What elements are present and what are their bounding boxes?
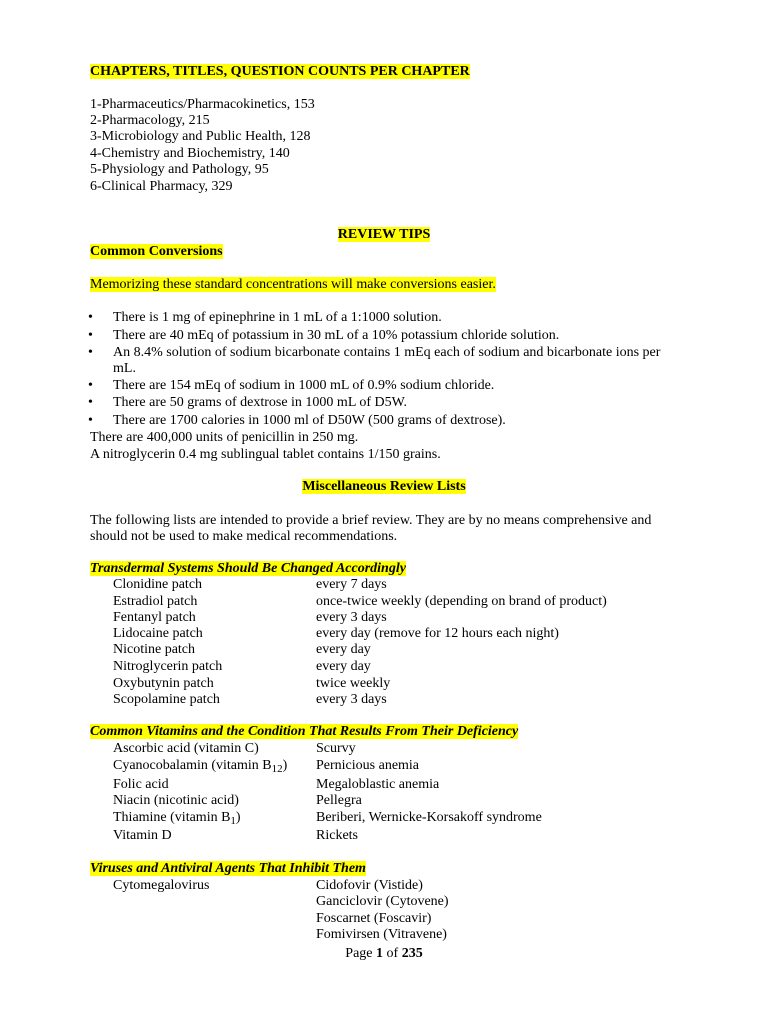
conversions-heading: Common Conversions — [90, 244, 223, 259]
bullet-item: There is 1 mg of epinephrine in 1 mL of a 1:1000 solution. — [113, 310, 442, 325]
viruses-heading: Viruses and Antiviral Agents That Inhibit Them — [90, 861, 366, 876]
patch-name: Oxybutynin patch — [113, 676, 214, 691]
misc-intro: The following lists are intended to provide a brief review. They are by no means comprehensive and — [90, 513, 652, 528]
bullet-dot: • — [88, 413, 93, 428]
patch-name: Nitroglycerin patch — [113, 659, 223, 674]
virus-name: Cytomegalovirus — [113, 878, 210, 893]
vitamin-name: Thiamine (vitamin $B_1$) — [113, 810, 241, 827]
patch-frequency: twice weekly — [316, 676, 391, 691]
antiviral-agent: Fomivirsen (Vitravene) — [316, 927, 447, 942]
chapters-heading: CHAPTERS, TITLES, QUESTION COUNTS PER CHAPTER — [90, 64, 470, 79]
vitamin-name: Folic acid — [113, 777, 169, 792]
page-footer: Page 1 of 235 — [345, 946, 423, 961]
antiviral-agent: Cidofovir (Vistide) — [316, 878, 423, 893]
patch-name: Estradiol patch — [113, 594, 198, 609]
vitamin-name: Vitamin D — [113, 828, 172, 843]
bullet-item: There are 40 mEq of potassium in 30 mL of a 10% potassium chloride solution. — [113, 328, 560, 343]
conversion-line: There are 400,000 units of penicillin in 250 mg. — [90, 430, 359, 445]
deficiency-condition: Rickets — [316, 828, 358, 843]
vitamins-heading: Common Vitamins and the Condition That Results From Their Deficiency — [90, 724, 519, 739]
misc-lists-heading: Miscellaneous Review Lists — [302, 479, 466, 494]
deficiency-condition: Pellegra — [316, 793, 362, 808]
patch-name: Nicotine patch — [113, 642, 196, 657]
bullet-dot: • — [88, 345, 93, 360]
bullet-dot: • — [88, 328, 93, 343]
transdermal-heading: Transdermal Systems Should Be Changed Accordingly — [90, 561, 406, 576]
chapter-item: 5-Physiology and Pathology, 95 — [90, 162, 269, 177]
patch-frequency: every 3 days — [316, 610, 387, 625]
bullet-item-continued: mL. — [113, 361, 136, 376]
patch-frequency: once-twice weekly (depending on brand of product) — [316, 594, 607, 609]
chapter-item: 3-Microbiology and Public Health, 128 — [90, 129, 311, 144]
review-tips-heading: REVIEW TIPS — [337, 227, 431, 242]
patch-frequency: every 7 days — [316, 577, 387, 592]
patch-frequency: every 3 days — [316, 692, 387, 707]
antiviral-agent: Ganciclovir (Cytovene) — [316, 894, 449, 909]
patch-name: Fentanyl patch — [113, 610, 196, 625]
antiviral-agent: Foscarnet (Foscavir) — [316, 911, 432, 926]
chapter-item: 2-Pharmacology, 215 — [90, 113, 210, 128]
conversion-line: A nitroglycerin 0.4 mg sublingual tablet contains 1/150 grains. — [90, 447, 441, 462]
misc-intro: should not be used to make medical recommendations. — [90, 529, 398, 544]
bullet-item: There are 1700 calories in 1000 ml of D50W (500 grams of dextrose). — [113, 413, 506, 428]
patch-name: Clonidine patch — [113, 577, 203, 592]
conversions-note: Memorizing these standard concentrations will make conversions easier. — [90, 277, 496, 292]
patch-frequency: every day (remove for 12 hours each night) — [316, 626, 559, 641]
deficiency-condition: Beriberi, Wernicke-Korsakoff syndrome — [316, 810, 542, 825]
deficiency-condition: Megaloblastic anemia — [316, 777, 440, 792]
bullet-item: There are 154 mEq of sodium in 1000 mL of 0.9% sodium chloride. — [113, 378, 495, 393]
deficiency-condition: Scurvy — [316, 741, 356, 756]
patch-frequency: every day — [316, 659, 371, 674]
chapter-item: 6-Clinical Pharmacy, 329 — [90, 179, 233, 194]
vitamin-name: Cyanocobalamin (vitamin $B_{12}$) — [113, 758, 288, 775]
bullet-dot: • — [88, 310, 93, 325]
patch-name: Lidocaine patch — [113, 626, 203, 641]
bullet-dot: • — [88, 378, 93, 393]
bullet-item: There are 50 grams of dextrose in 1000 mL of D5W. — [113, 395, 408, 410]
bullet-item: An 8.4% solution of sodium bicarbonate contains 1 mEq each of sodium and bicarbonate ions per — [113, 345, 661, 360]
chapter-item: 1-Pharmaceutics/Pharmacokinetics, 153 — [90, 97, 315, 112]
bullet-dot: • — [88, 395, 93, 410]
patch-name: Scopolamine patch — [113, 692, 220, 707]
patch-frequency: every day — [316, 642, 371, 657]
chapter-item: 4-Chemistry and Biochemistry, 140 — [90, 146, 290, 161]
vitamin-name: Niacin (nicotinic acid) — [113, 793, 239, 808]
vitamin-name: Ascorbic acid (vitamin C) — [113, 741, 259, 756]
deficiency-condition: Pernicious anemia — [316, 758, 420, 773]
